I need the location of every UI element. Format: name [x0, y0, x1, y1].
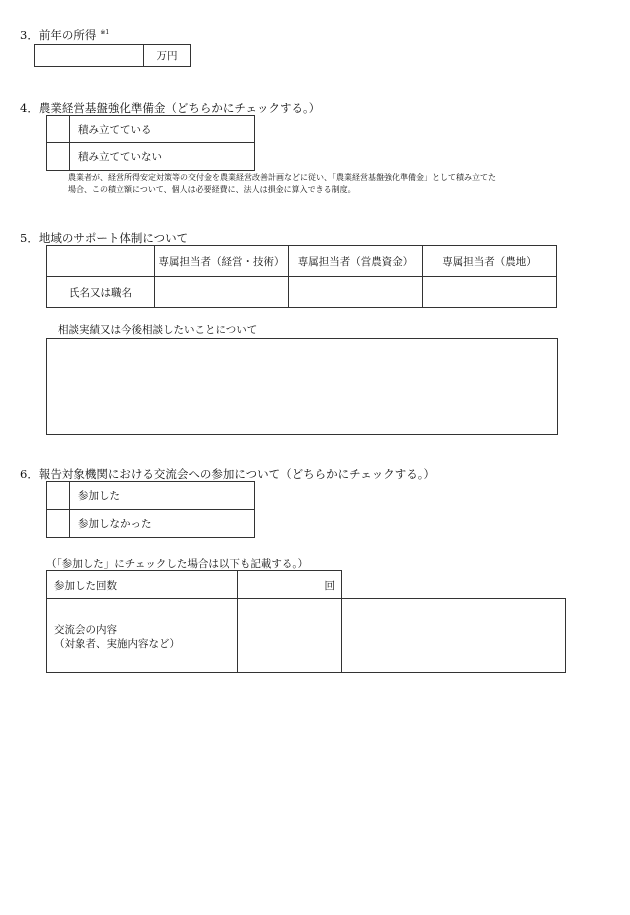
support-table — [46, 245, 557, 308]
checkbox-not-participated[interactable] — [47, 510, 70, 538]
support-name-funds[interactable] — [289, 277, 423, 308]
section-6-heading: 6．報告対象機関における交流会への参加について（どちらかにチェックする。） — [20, 467, 435, 481]
option-not-reserving: 積み立てていない — [70, 143, 255, 171]
count-label-cell — [46, 570, 238, 599]
consultation-label: 相談実績又は今後相談したいことについて — [58, 324, 258, 336]
income-unit: 万円 — [144, 45, 191, 67]
support-name-management-input[interactable] — [155, 286, 288, 298]
income-input[interactable] — [35, 50, 143, 62]
support-name-farmland-input[interactable] — [423, 286, 556, 298]
option-not-participated: 参加しなかった — [70, 510, 255, 538]
consultation-box[interactable] — [46, 338, 558, 435]
content-label-cell — [46, 598, 238, 673]
support-name-management[interactable] — [155, 277, 289, 308]
checkbox-reserving[interactable] — [47, 116, 70, 143]
support-name-funds-input[interactable] — [289, 286, 422, 298]
content-value-cell-1[interactable] — [237, 598, 342, 673]
col-management-technical: 専属担当者（経営・技術） — [155, 246, 289, 277]
support-name-farmland[interactable] — [423, 277, 557, 308]
reserve-fund-options — [46, 115, 255, 171]
col-farming-funds: 専属担当者（営農資金） — [289, 246, 423, 277]
section-5-heading: 5．地域のサポート体制について — [20, 231, 189, 245]
name-or-title-label: 氏名又は職名 — [47, 277, 155, 308]
support-table-corner — [47, 246, 155, 277]
checkbox-not-reserving[interactable] — [47, 143, 70, 171]
count-unit: 回 — [324, 580, 335, 592]
section-3-heading: 3．前年の所得 $^{※1}$ — [20, 28, 110, 42]
col-farmland: 専属担当者（農地） — [423, 246, 557, 277]
content-value-cell-2[interactable] — [341, 598, 566, 673]
participation-note: （「参加した」にチェックした場合は以下も記載する。） — [46, 558, 309, 570]
footnote-marker: ※1 — [100, 29, 110, 37]
checkbox-participated[interactable] — [47, 482, 70, 510]
income-input-cell[interactable] — [35, 45, 144, 67]
exchange-options — [46, 481, 255, 538]
income-table — [34, 44, 191, 67]
count-value-cell[interactable] — [237, 570, 342, 599]
option-reserving: 積み立てている — [70, 116, 255, 143]
consultation-textarea[interactable] — [47, 339, 557, 434]
count-label: 参加した回数 — [54, 580, 117, 592]
option-participated: 参加した — [70, 482, 255, 510]
content-sublabel: （対象者、実施内容など） — [54, 638, 180, 650]
content-label: 交流会の内容 — [54, 624, 117, 636]
section-4-heading: 4．農業経営基盤強化準備金（どちらかにチェックする。） — [20, 101, 321, 115]
reserve-fund-note: 農業者が、経営所得安定対策等の交付金を農業経営改善計画などに従い、「農業経営基盤強化準備金」として積み立てた 場合、この積立額について、個人は必要経費に、法人は損金に算入できる制度。 — [68, 173, 496, 194]
